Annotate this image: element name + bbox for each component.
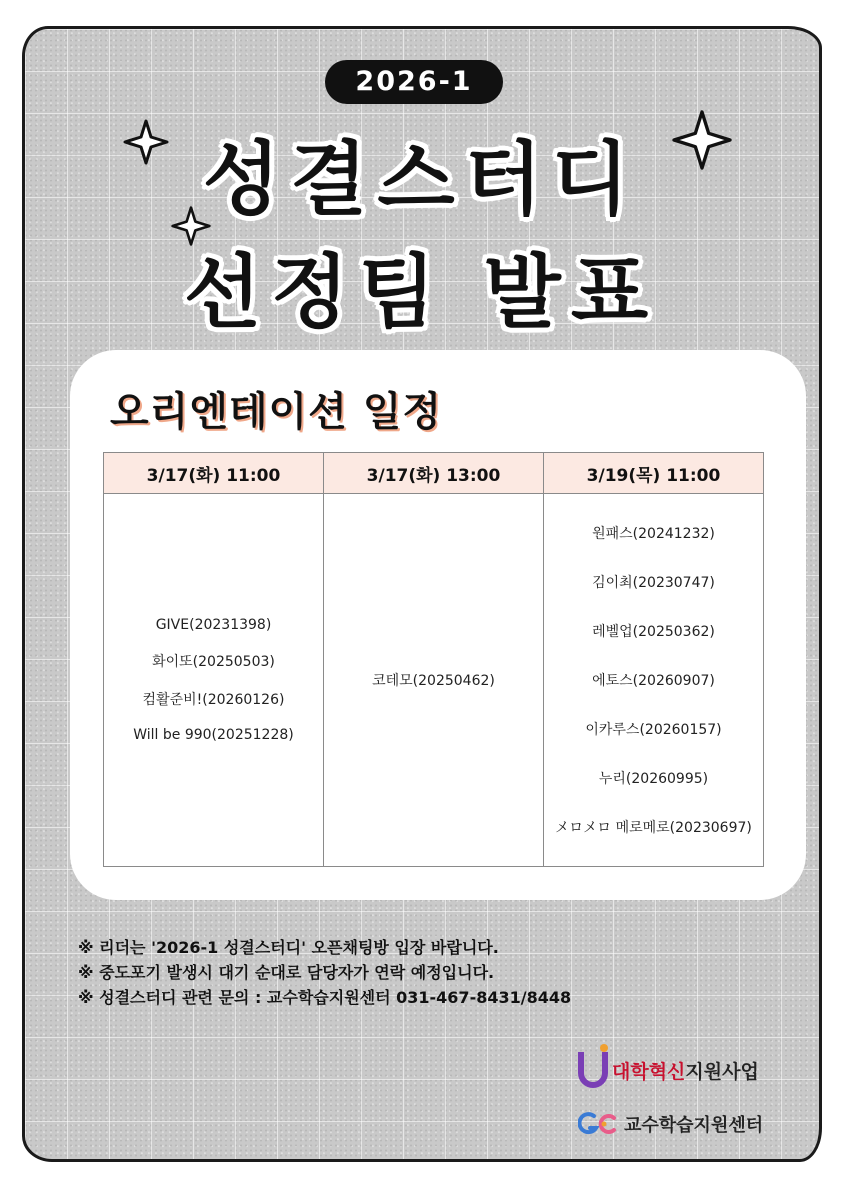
team-name: 컴활준비!(20260126) [142,692,285,708]
team-cell [544,494,764,867]
team-name: GIVE(20231398) [155,617,272,633]
team-name: 화이또(20250503) [152,654,275,670]
note-item: ※ 리더는 '2026-1 성결스터디' 오픈채팅방 입장 바랍니다. [78,938,499,957]
center-name: 교수학습지원센터 [624,1115,764,1136]
poster-title: 성결스터디 [202,133,640,226]
team-name: 코테모(20250462) [372,673,495,689]
column-header-time: 3/17(화) 11:00 [104,453,324,494]
note-item: ※ 중도포기 발생시 대기 순대로 담당자가 연락 예정입니다. [78,963,495,982]
univ-innovation-logo [578,1052,759,1088]
logo-rest: 지원사업 [685,1060,759,1083]
team-name: Will be 990(20251228) [133,727,294,743]
u-logo-icon [578,1052,608,1088]
center-logo [578,1110,763,1138]
column-header-time: 3/17(화) 13:00 [324,453,544,494]
poster-subtitle: 선정팀 발표 [183,246,659,339]
logo-highlight: 대학혁신 [612,1060,686,1083]
gc-logo-icon [578,1110,618,1138]
team-name: 김이최(20230747) [592,575,715,591]
team-name: 이카루스(20260157) [585,722,722,738]
team-name: 원패스(20241232) [592,526,715,542]
notes-list [78,935,571,1010]
schedule-table [103,452,764,867]
team-name: 누리(20260995) [598,771,709,787]
table-header-row [104,453,764,494]
table-row [104,494,764,867]
team-name: 에토스(20260907) [592,673,715,689]
team-name: 레벨업(20250362) [592,624,715,640]
team-cell [324,494,544,867]
column-header-time: 3/19(목) 11:00 [544,453,764,494]
year-badge: 2026-1 [325,60,503,104]
team-cell [104,494,324,867]
team-name: メロメロ 메로메로(20230697) [555,820,752,836]
note-item: ※ 성결스터디 관련 문의 : 교수학습지원센터 031-467-8431/8448 [78,988,572,1007]
section-title: 오리엔테이션 일정 [110,389,443,435]
